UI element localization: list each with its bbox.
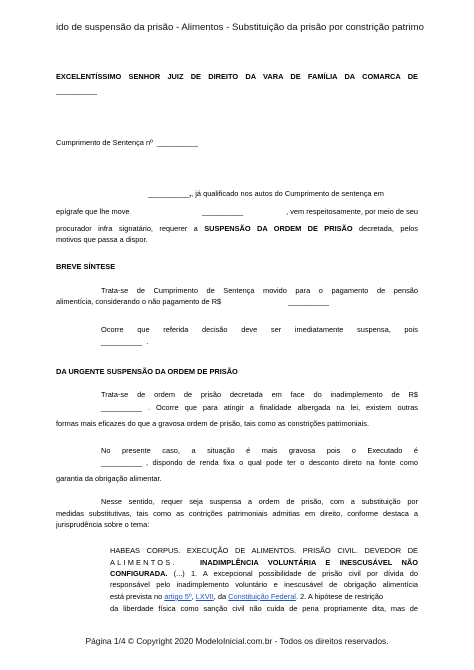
s1-reason-blank: __________ [101,337,143,346]
quote-line-2-bold: INADIMPLÊNCIA VOLUNTÁRIA E INESCUSÁVEL NÃO [200,558,418,567]
intro-line-1: __________,, já qualificado nos autos do Cumprimento de sentença em [148,189,384,198]
quote-line-1: HABEAS CORPUS. EXECUÇÃO DE ALIMENTOS. PRISÃO CIVIL. DEVEDOR DE [110,546,418,555]
intro-request-bold: SUSPENSÃO DA ORDEM DE PRISÃO [204,224,353,233]
s1-p2-line-1: Ocorre que referida decisão deve ser imediatamente suspensa, pois [101,325,418,334]
intro-line-1-text: , já qualificado nos autos do Cumprimento de sentença em [191,189,384,198]
court-address-blank: __________ [56,86,98,95]
s2-p3-line-2: medidas substitutivas, tais como as contrições patrimoniais admitias em direito, conforme destaca a [56,509,418,518]
s2-p2-line-1: No presente caso, a situação é mais gravosa pois o Executado é [101,446,418,455]
quote-line-6: da liberdade física como sanção civil não cuida de pena propriamente dita, mas de [110,604,418,613]
quote-line-2-spaced: ALIMENTOS. [110,558,177,567]
s2-occupation-blank: __________ [101,458,143,467]
s1-amount-blank: __________ [288,297,330,306]
link-lxvii[interactable]: LXVII [195,592,214,601]
quote-line-5-b: . 2. A hipótese de restrição [295,592,384,601]
quote-line-2 [110,558,418,568]
s2-p1-line-3: formas mais eficazes do que a gravosa ordem de prisão, tais como as constrições patrimoniais. [56,419,370,428]
quote-line-3-text: (...) 1. A excepcional possibilidade de prisão civil por dívida do [167,569,418,578]
s2-p2-line-2: , dispondo de renda fixa o qual pode ter o desconto direto na fonte como [146,458,418,467]
s2-p1-line-2: . Ocorre que para atingir a finalidade albergada na lei, existem outras [148,403,418,412]
quote-sep-2: , da [213,592,229,601]
intro-line-2 [56,207,418,217]
party-name-blank: __________ [148,189,190,198]
s2-p3-line-3: jurisprudência sobre o tema: [56,520,150,529]
section-title-breve-sintese: BREVE SÍNTESE [56,262,116,271]
quote-line-5 [110,592,383,602]
s1-p1-line-1: Trata-se de Cumprimento de Sentença movido para o pagamento de pensão [101,286,418,295]
s1-p2-end: . [146,337,149,346]
quote-sep-1: , [191,592,196,601]
s1-p1-line-2: alimentícia, considerando o não pagamento de R$ [56,297,222,306]
s2-p2-line-3: garantia da obrigação alimentar. [56,474,162,483]
intro-line-3-b: decretada, pelos [352,224,418,233]
intro-line-2-b: , vem respeitosamente, por meio de seu [286,207,418,216]
s2-amount-blank: __________ [101,403,143,412]
opposing-party-blank: __________ [202,207,244,216]
s1-p2-line-2 [101,337,148,347]
intro-line-2-a: epígrafe que lhe move [56,207,130,216]
section-title-urgente-suspensao: DA URGENTE SUSPENSÃO DA ORDEM DE PRISÃO [56,367,238,376]
intro-line-4: motivos que passa a dispor. [56,235,148,244]
case-number-label [56,138,198,148]
court-address: EXCELENTÍSSIMO SENHOR JUIZ DE DIREITO DA VARA DE FAMÍLIA DA COMARCA DE [56,72,418,81]
quote-line-3 [110,569,418,579]
link-artigo-5[interactable]: artigo 5º [164,592,192,601]
page-header-title: ido de suspensão da prisão - Alimentos - Substituição da prisão por constrição patrimo [56,22,424,33]
case-label: Cumprimento de Sentença nº [56,138,153,147]
link-constituicao-federal[interactable]: Constituição Federal [228,592,296,601]
quote-line-5-a: está prevista no [110,592,165,601]
intro-line-3-a: procurador infra signatário, requerer a [56,224,205,233]
s2-p1-line-1: Trata-se de ordem de prisão decretada em face do inadimplemento de R$ [101,390,418,399]
quote-line-4: responsável pelo inadimplemento voluntário e inescusável de obrigação alimentícia [110,580,418,589]
quote-line-3-bold: CONFIGURADA. [110,569,168,578]
intro-line-3 [56,224,418,234]
case-number-blank: __________ [156,138,198,147]
page-footer: Página 1/4 © Copyright 2020 ModeloInicial.com.br - Todos os direitos reservados. [85,636,389,646]
s2-p3-line-1: Nesse sentido, requer seja suspensa a ordem de prisão, com a substituição por [101,497,418,506]
